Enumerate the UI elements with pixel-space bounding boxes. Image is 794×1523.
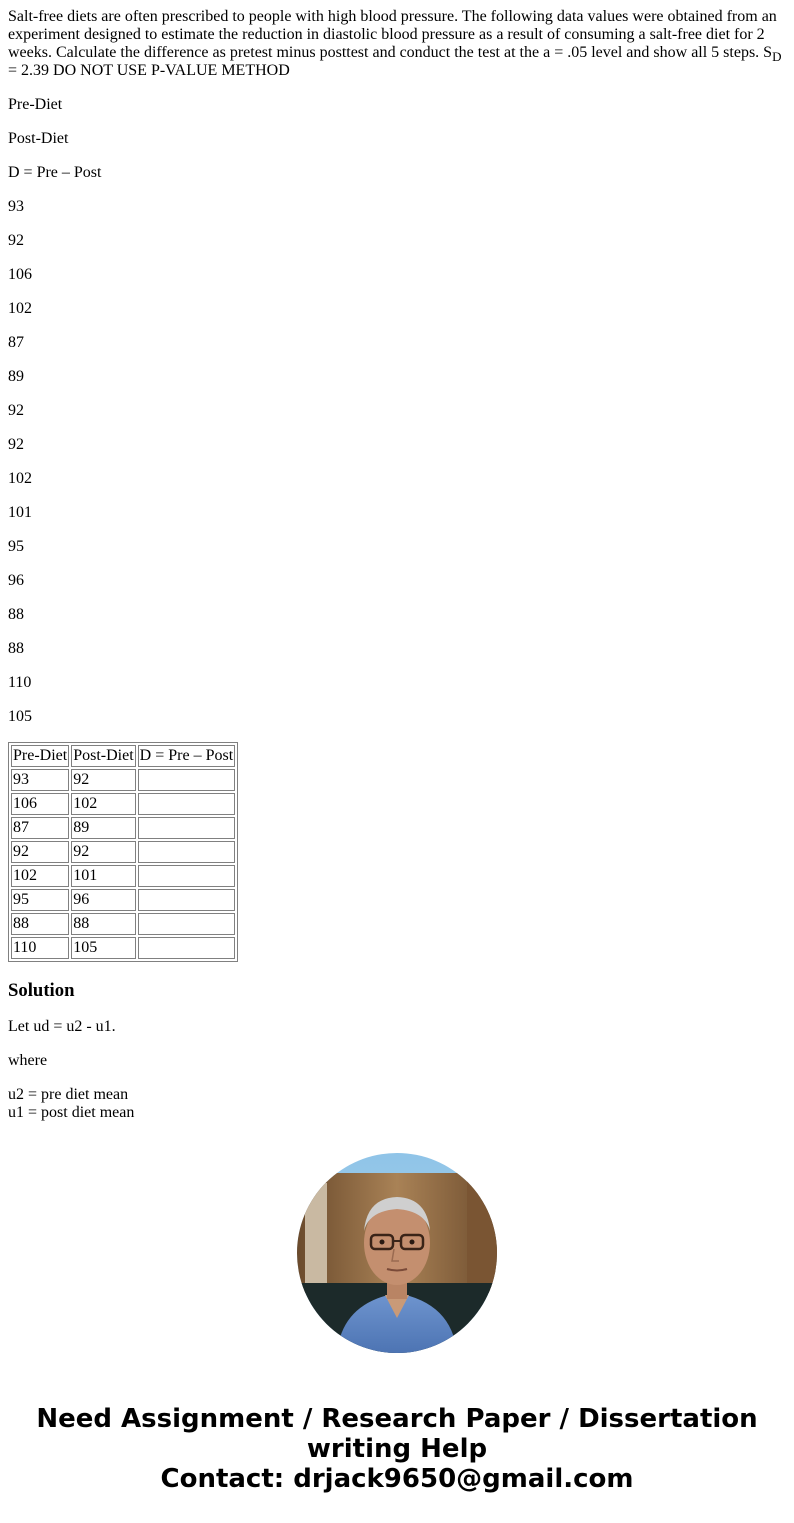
table-header-row <box>11 745 235 767</box>
data-table <box>8 742 238 962</box>
cell-post-diet: 101 <box>71 865 135 887</box>
table-row <box>11 817 235 839</box>
list-item: 89 <box>8 368 24 385</box>
author-avatar <box>297 1153 497 1353</box>
cell-pre-diet: 102 <box>11 865 69 887</box>
cell-pre-diet: 92 <box>11 841 69 863</box>
question-tail: = 2.39 DO NOT USE P-VALUE METHOD <box>8 62 290 79</box>
header-difference: D = Pre – Post <box>138 745 235 767</box>
cell-difference <box>138 769 235 791</box>
question-subscript: D <box>772 49 782 65</box>
cell-post-diet: 96 <box>71 889 135 911</box>
list-item: 87 <box>8 334 24 351</box>
list-item: 88 <box>8 606 24 623</box>
list-item: Pre-Diet <box>8 96 63 113</box>
solution-line-let: Let ud = u2 - u1. <box>8 1018 116 1035</box>
list-item: Post-Diet <box>8 130 69 147</box>
avatar-portrait <box>297 1153 497 1353</box>
solution-section <box>8 980 786 1122</box>
cell-pre-diet: 87 <box>11 817 69 839</box>
table-row <box>11 793 235 815</box>
solution-heading: Solution <box>8 980 75 1001</box>
list-item: 102 <box>8 470 32 487</box>
footer-contact: Contact: drjack9650@gmail.com <box>160 1464 634 1494</box>
solution-u1-definition: u1 = post diet mean <box>8 1104 135 1121</box>
cell-pre-diet: 110 <box>11 937 69 959</box>
list-item: 92 <box>8 232 24 249</box>
header-pre-diet: Pre-Diet <box>11 745 69 767</box>
solution-u2-definition: u2 = pre diet mean <box>8 1086 129 1103</box>
list-item: 110 <box>8 674 32 691</box>
footer-line-2: writing Help <box>306 1434 488 1464</box>
cell-difference <box>138 865 235 887</box>
table-row <box>11 841 235 863</box>
list-item: 92 <box>8 402 24 419</box>
list-item: 101 <box>8 504 32 521</box>
list-item: 105 <box>8 708 32 725</box>
cell-pre-diet: 106 <box>11 793 69 815</box>
table-row <box>11 769 235 791</box>
table-row <box>11 913 235 935</box>
list-item: 106 <box>8 266 32 283</box>
question-text <box>8 8 786 80</box>
cell-pre-diet: 88 <box>11 913 69 935</box>
cell-post-diet: 102 <box>71 793 135 815</box>
cell-difference <box>138 889 235 911</box>
list-item: 95 <box>8 538 24 555</box>
footer-banner <box>0 1404 794 1494</box>
cell-difference <box>138 817 235 839</box>
table-row <box>11 889 235 911</box>
list-item: 96 <box>8 572 24 589</box>
cell-post-diet: 105 <box>71 937 135 959</box>
header-post-diet: Post-Diet <box>71 745 135 767</box>
list-item: 102 <box>8 300 32 317</box>
cell-difference <box>138 841 235 863</box>
cell-difference <box>138 793 235 815</box>
cell-pre-diet: 93 <box>11 769 69 791</box>
question-main: Salt-free diets are often prescribed to people with high blood pressure. The following data values were obtained from an experiment designed to estimate the reduction in diastolic blood pressure as a result of consuming a salt-free diet for 2 weeks. Calculate the difference as pretest minus posttest and conduct the test at the a = .05 level and show all 5 steps. S <box>8 8 777 61</box>
cell-post-diet: 89 <box>71 817 135 839</box>
list-item: 92 <box>8 436 24 453</box>
list-item: D = Pre – Post <box>8 164 102 181</box>
table-row <box>11 937 235 959</box>
solution-line-where: where <box>8 1052 48 1069</box>
cell-difference <box>138 913 235 935</box>
plain-value-list <box>8 96 786 726</box>
solution-definitions <box>8 1086 786 1122</box>
list-item: 93 <box>8 198 24 215</box>
cell-post-diet: 88 <box>71 913 135 935</box>
cell-difference <box>138 937 235 959</box>
table-row <box>11 865 235 887</box>
cell-post-diet: 92 <box>71 769 135 791</box>
footer-line-1: Need Assignment / Research Paper / Dissertation <box>36 1404 758 1434</box>
cell-post-diet: 92 <box>71 841 135 863</box>
list-item: 88 <box>8 640 24 657</box>
cell-pre-diet: 95 <box>11 889 69 911</box>
